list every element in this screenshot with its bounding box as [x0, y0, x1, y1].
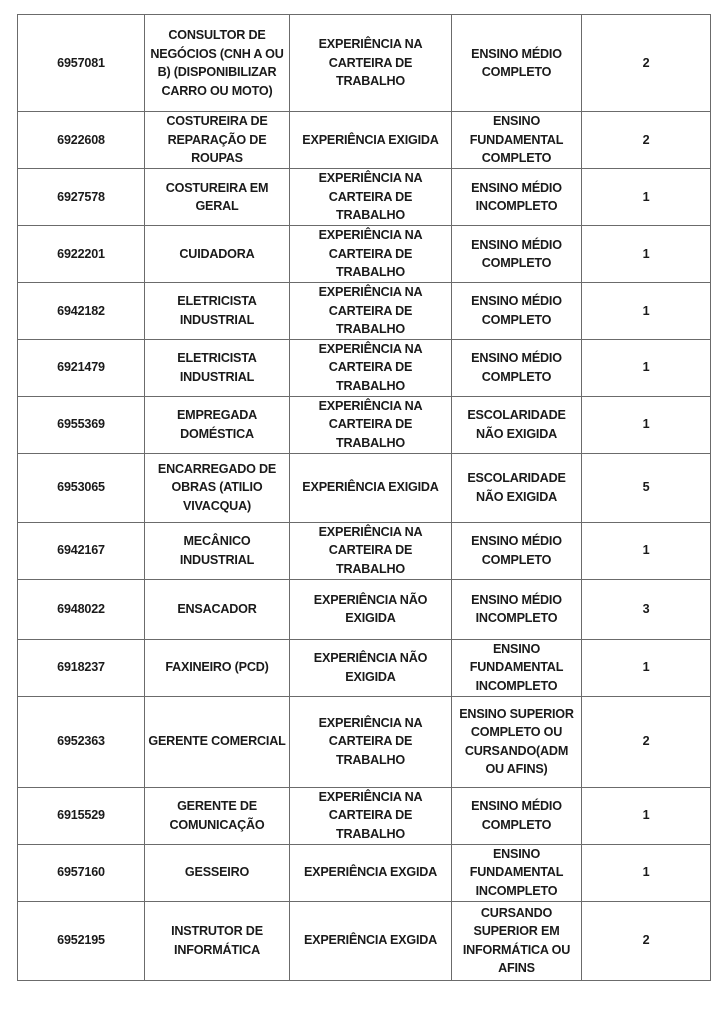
job-code: 6952363 [18, 696, 145, 787]
table-row [18, 901, 711, 980]
job-role: FAXINEIRO (PCD) [145, 639, 290, 696]
table-row [18, 169, 711, 226]
job-role: ELETRICISTA INDUSTRIAL [145, 339, 290, 396]
job-education: ENSINO MÉDIO COMPLETO [452, 339, 582, 396]
job-code: 6942167 [18, 522, 145, 579]
job-experience: EXPERIÊNCIA NA CARTEIRA DE TRABALHO [290, 283, 452, 340]
job-code: 6915529 [18, 787, 145, 844]
job-code: 6922608 [18, 112, 145, 169]
job-code: 6955369 [18, 396, 145, 453]
job-code: 6921479 [18, 339, 145, 396]
job-code: 6948022 [18, 579, 145, 639]
table-row [18, 226, 711, 283]
job-role: GESSEIRO [145, 844, 290, 901]
job-role: CUIDADORA [145, 226, 290, 283]
table-row [18, 339, 711, 396]
job-vacancies: 1 [582, 169, 711, 226]
job-code: 6953065 [18, 453, 145, 522]
job-experience: EXPERIÊNCIA EXGIDA [290, 844, 452, 901]
job-experience: EXPERIÊNCIA NÃO EXIGIDA [290, 639, 452, 696]
table-row [18, 639, 711, 696]
job-experience: EXPERIÊNCIA EXIGIDA [290, 112, 452, 169]
job-experience: EXPERIÊNCIA NA CARTEIRA DE TRABALHO [290, 787, 452, 844]
job-education: ENSINO FUNDAMENTAL INCOMPLETO [452, 639, 582, 696]
job-experience: EXPERIÊNCIA EXGIDA [290, 901, 452, 980]
table-row [18, 112, 711, 169]
table-row [18, 696, 711, 787]
job-education: ENSINO MÉDIO COMPLETO [452, 226, 582, 283]
table-row [18, 396, 711, 453]
job-role: GERENTE DE COMUNICAÇÃO [145, 787, 290, 844]
table-row [18, 15, 711, 112]
job-vacancies: 1 [582, 787, 711, 844]
job-experience: EXPERIÊNCIA NA CARTEIRA DE TRABALHO [290, 696, 452, 787]
job-experience: EXPERIÊNCIA EXIGIDA [290, 453, 452, 522]
job-role: ENSACADOR [145, 579, 290, 639]
job-vacancies: 2 [582, 15, 711, 112]
job-role: INSTRUTOR DE INFORMÁTICA [145, 901, 290, 980]
job-education: ENSINO SUPERIOR COMPLETO OU CURSANDO(ADM OU AFINS) [452, 696, 582, 787]
job-experience: EXPERIÊNCIA NA CARTEIRA DE TRABALHO [290, 226, 452, 283]
job-vacancies: 1 [582, 522, 711, 579]
job-role: CONSULTOR DE NEGÓCIOS (CNH A OU B) (DISPONIBILIZAR CARRO OU MOTO) [145, 15, 290, 112]
job-education: ENSINO FUNDAMENTAL COMPLETO [452, 112, 582, 169]
job-role: MECÂNICO INDUSTRIAL [145, 522, 290, 579]
job-education: ENSINO MÉDIO COMPLETO [452, 522, 582, 579]
job-experience: EXPERIÊNCIA NA CARTEIRA DE TRABALHO [290, 522, 452, 579]
job-experience: EXPERIÊNCIA NA CARTEIRA DE TRABALHO [290, 396, 452, 453]
job-vacancies: 1 [582, 339, 711, 396]
job-vacancies: 2 [582, 696, 711, 787]
job-role: ELETRICISTA INDUSTRIAL [145, 283, 290, 340]
job-vacancies: 1 [582, 226, 711, 283]
job-vacancies: 1 [582, 283, 711, 340]
job-role: GERENTE COMERCIAL [145, 696, 290, 787]
job-code: 6922201 [18, 226, 145, 283]
job-code: 6927578 [18, 169, 145, 226]
job-education: ENSINO MÉDIO COMPLETO [452, 283, 582, 340]
job-experience: EXPERIÊNCIA NA CARTEIRA DE TRABALHO [290, 15, 452, 112]
job-education: ENSINO MÉDIO INCOMPLETO [452, 169, 582, 226]
job-role: COSTUREIRA EM GERAL [145, 169, 290, 226]
job-education: ESCOLARIDADE NÃO EXIGIDA [452, 396, 582, 453]
job-education: ESCOLARIDADE NÃO EXIGIDA [452, 453, 582, 522]
job-code: 6942182 [18, 283, 145, 340]
job-code: 6918237 [18, 639, 145, 696]
job-code: 6957081 [18, 15, 145, 112]
job-vacancies-table [17, 14, 711, 981]
job-education: ENSINO MÉDIO COMPLETO [452, 15, 582, 112]
job-code: 6957160 [18, 844, 145, 901]
job-education: ENSINO FUNDAMENTAL INCOMPLETO [452, 844, 582, 901]
job-role: ENCARREGADO DE OBRAS (ATILIO VIVACQUA) [145, 453, 290, 522]
job-role: EMPREGADA DOMÉSTICA [145, 396, 290, 453]
job-vacancies: 1 [582, 639, 711, 696]
job-experience: EXPERIÊNCIA NÃO EXIGIDA [290, 579, 452, 639]
job-vacancies: 2 [582, 901, 711, 980]
job-education: ENSINO MÉDIO INCOMPLETO [452, 579, 582, 639]
job-education: CURSANDO SUPERIOR EM INFORMÁTICA OU AFINS [452, 901, 582, 980]
job-experience: EXPERIÊNCIA NA CARTEIRA DE TRABALHO [290, 169, 452, 226]
job-vacancies: 3 [582, 579, 711, 639]
job-experience: EXPERIÊNCIA NA CARTEIRA DE TRABALHO [290, 339, 452, 396]
job-code: 6952195 [18, 901, 145, 980]
job-vacancies: 5 [582, 453, 711, 522]
job-role: COSTUREIRA DE REPARAÇÃO DE ROUPAS [145, 112, 290, 169]
table-row [18, 844, 711, 901]
table-row [18, 522, 711, 579]
table-row [18, 453, 711, 522]
table-row [18, 283, 711, 340]
job-vacancies: 1 [582, 844, 711, 901]
job-vacancies: 2 [582, 112, 711, 169]
job-education: ENSINO MÉDIO COMPLETO [452, 787, 582, 844]
job-vacancies: 1 [582, 396, 711, 453]
table-row [18, 787, 711, 844]
table-row [18, 579, 711, 639]
